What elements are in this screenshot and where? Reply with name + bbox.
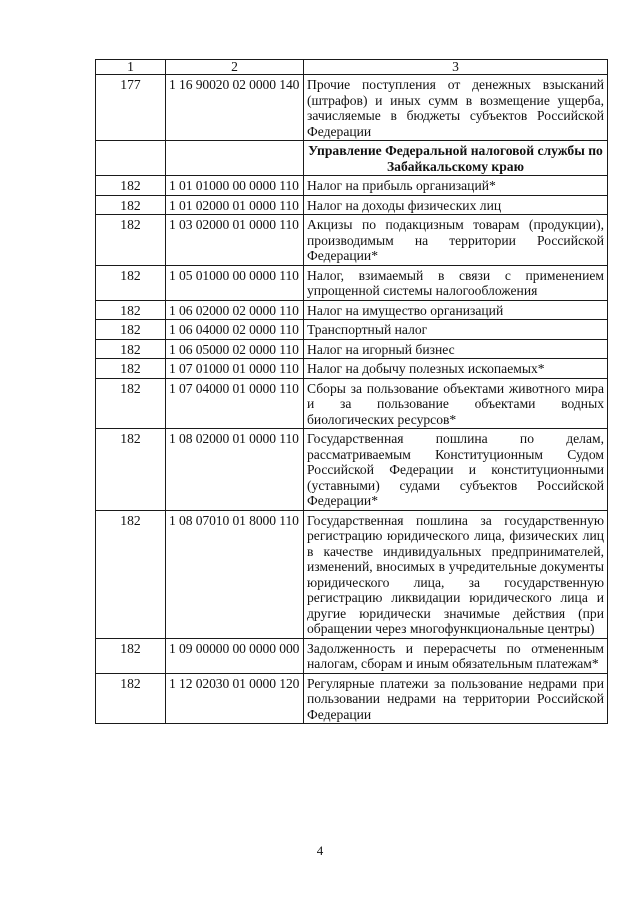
revenue-name: Налог, взимаемый в связи с применением упрощенной системы налогообложения (304, 265, 608, 300)
administrator-code: 182 (96, 265, 166, 300)
administrator-code: 182 (96, 510, 166, 638)
administrator-code: 182 (96, 215, 166, 266)
revenue-name: Налог на доходы физических лиц (304, 195, 608, 215)
budget-classification-code: 1 16 90020 02 0000 140 (166, 75, 304, 141)
revenue-name: Налог на имущество организаций (304, 300, 608, 320)
revenue-name: Регулярные платежи за пользование недрами при пользовании недрами на территории Российской Федерации (304, 673, 608, 724)
administrator-code: 182 (96, 638, 166, 673)
budget-classification-code: 1 09 00000 00 0000 000 (166, 638, 304, 673)
budget-classification-code: 1 06 05000 02 0000 110 (166, 339, 304, 359)
table-row (96, 510, 608, 638)
table-header-row (96, 60, 608, 75)
table-row (96, 673, 608, 724)
administrator-code: 182 (96, 320, 166, 340)
table-row (96, 359, 608, 379)
revenue-name: Государственная пошлина за государственную регистрацию юридического лица, физических лиц в качестве индивидуальных предпринимателей, изменений, вносимых в учредительные документы юридического лица, за государственную регистрацию ликвидации юридического лица и другие юридически значимые действия (при обращении через многофункциональные центры) (304, 510, 608, 638)
budget-classification-code: 1 06 02000 02 0000 110 (166, 300, 304, 320)
table-row (96, 320, 608, 340)
administrator-code: 182 (96, 176, 166, 196)
revenue-name: Налог на прибыль организаций* (304, 176, 608, 196)
administrator-code: 182 (96, 378, 166, 429)
revenue-name: Налог на игорный бизнес (304, 339, 608, 359)
table-row (96, 215, 608, 266)
page-number: 4 (316, 843, 324, 858)
column-header-2: 2 (166, 60, 304, 75)
administrator-code: 182 (96, 300, 166, 320)
table-row (96, 195, 608, 215)
administrator-code: 182 (96, 359, 166, 379)
column-header-3: 3 (304, 60, 608, 75)
administrator-code: 182 (96, 339, 166, 359)
table-row (96, 339, 608, 359)
revenue-codes-table (95, 59, 608, 724)
budget-classification-code: 1 08 07010 01 8000 110 (166, 510, 304, 638)
table-row (96, 378, 608, 429)
section-row (96, 141, 608, 176)
budget-classification-code: 1 03 02000 01 0000 110 (166, 215, 304, 266)
budget-classification-code: 1 07 04000 01 0000 110 (166, 378, 304, 429)
empty-cell (166, 141, 304, 176)
revenue-name: Прочие поступления от денежных взысканий (штрафов) и иных сумм в возмещение ущерба, зачисляемые в бюджеты субъектов Российской Федерации (304, 75, 608, 141)
budget-classification-code: 1 01 01000 00 0000 110 (166, 176, 304, 196)
table-row (96, 638, 608, 673)
revenue-name: Сборы за пользование объектами животного мира и за пользование объектами водных биологических ресурсов* (304, 378, 608, 429)
section-heading: Управление Федеральной налоговой службы по Забайкальскому краю (304, 141, 608, 176)
budget-classification-code: 1 08 02000 01 0000 110 (166, 429, 304, 511)
budget-classification-code: 1 01 02000 01 0000 110 (166, 195, 304, 215)
table-row (96, 75, 608, 141)
administrator-code: 182 (96, 195, 166, 215)
table-row (96, 429, 608, 511)
administrator-code: 182 (96, 673, 166, 724)
revenue-name: Государственная пошлина по делам, рассматриваемым Конституционным Судом Российской Федерации и конституционными (уставными) судами субъектов Российской Федерации* (304, 429, 608, 511)
budget-classification-code: 1 12 02030 01 0000 120 (166, 673, 304, 724)
administrator-code: 182 (96, 429, 166, 511)
administrator-code: 177 (96, 75, 166, 141)
budget-classification-code: 1 06 04000 02 0000 110 (166, 320, 304, 340)
table-row (96, 265, 608, 300)
budget-classification-code: 1 07 01000 01 0000 110 (166, 359, 304, 379)
table-row (96, 300, 608, 320)
revenue-name: Транспортный налог (304, 320, 608, 340)
budget-classification-code: 1 05 01000 00 0000 110 (166, 265, 304, 300)
revenue-name: Задолженность и перерасчеты по отмененным налогам, сборам и иным обязательным платежам* (304, 638, 608, 673)
empty-cell (96, 141, 166, 176)
table-row (96, 176, 608, 196)
revenue-name: Налог на добычу полезных ископаемых* (304, 359, 608, 379)
revenue-name: Акцизы по подакцизным товарам (продукции), производимым на территории Российской Федерации* (304, 215, 608, 266)
column-header-1: 1 (96, 60, 166, 75)
